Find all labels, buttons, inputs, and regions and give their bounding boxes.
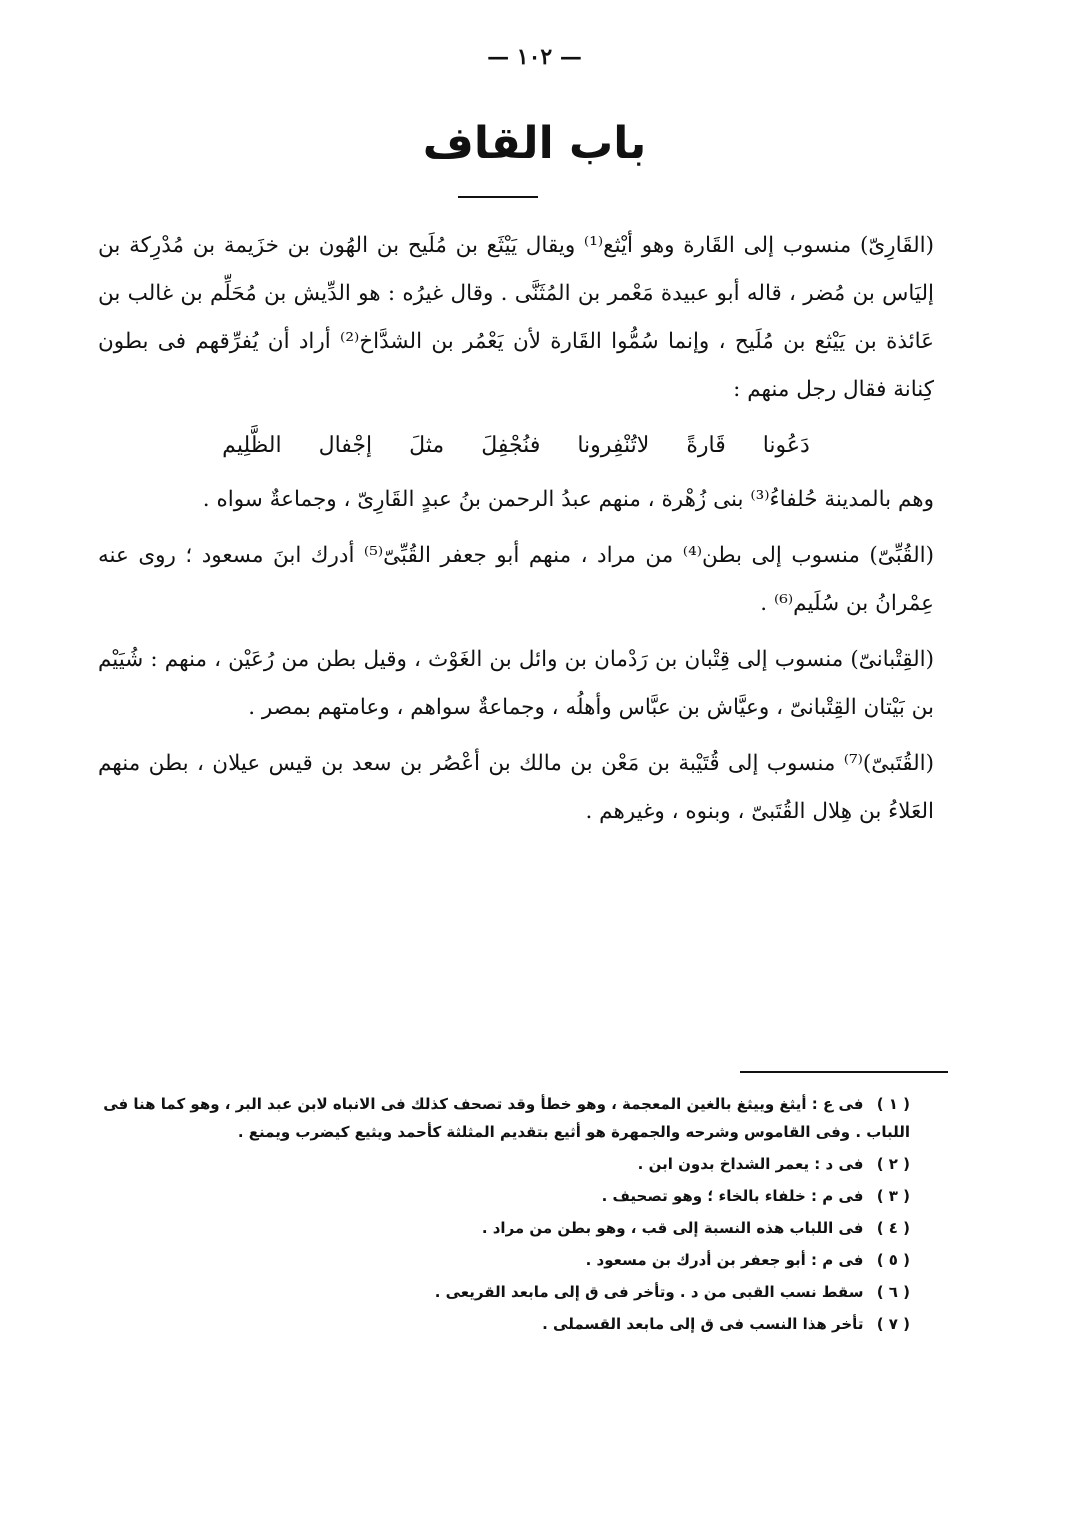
main-text <box>98 222 934 844</box>
footnote-text: فى د : يعمر الشداخ بدون ابن . <box>637 1155 864 1173</box>
footnote-text: فى ع : أيثغ وييثغ بالغين المعجمة ، وهو خطأ وقد تصحف كذلك فى الانباه لابن عبد البر ، وهو كما هنا فى اللباب . وفى القاموس وشرحه والجمهرة هو أثيع بتقديم المثلثة كأحمد ويثيع كيضرب ويمنع . <box>103 1095 910 1141</box>
verse-line: دَعُونا قَارةً لاتُنْفِرونا فنُجْفِلَ مثلَ إجْفال الظَّلِيم <box>222 433 810 458</box>
footnote-number: ( ٦ ) <box>876 1283 910 1301</box>
footnote-number: ( ٥ ) <box>876 1251 910 1269</box>
entry-qutabi: (القُتَبىّ)⁽⁷⁾ منسوب إلى قُتَيْبة بن مَعْن بن مالك بن أعْصُر بن سعد بن قيس عيلان ، بطن منهم العَلاءُ بن هِلال القُتَبىّ ، وبنوه ، وغيرهم . <box>98 751 934 824</box>
footnote-7 <box>100 1310 910 1338</box>
footnote-number: ( ١ ) <box>876 1095 910 1113</box>
footnote-5 <box>100 1246 910 1274</box>
footnote-text: سقط نسب القبى من د . وتأخر فى ق إلى مابعد القريعى . <box>434 1283 864 1301</box>
entry-qitbani: (القِتْبانىّ) منسوب إلى قِتْبان بن رَدْمان بن وائل بن الغَوْث ، وقيل بطن من رُعَيْن ، منهم : شُيَيْم بن بَيْتان القِتْبانىّ ، وعيَّاش بن عبَّاس وأهلُه ، وجماعةٌ سواهم ، وعامتهم بمصر . <box>98 647 934 720</box>
title-divider <box>458 196 538 198</box>
footnote-number: ( ٢ ) <box>876 1155 910 1173</box>
page-number: — ١٠٢ — <box>487 44 582 70</box>
footnotes <box>100 1090 910 1342</box>
footnote-number: ( ٧ ) <box>876 1315 910 1333</box>
entry-qubbi: (القُبِّىّ) منسوب إلى بطن⁽⁴⁾ من مراد ، منهم أبو جعفر القُبِّىّ⁽⁵⁾ أدرك ابنَ مسعود ؛ روى عنه عِمْرانُ بن سُلَيم⁽⁶⁾ . <box>98 543 934 616</box>
footnote-4 <box>100 1214 910 1242</box>
footnote-number: ( ٤ ) <box>876 1219 910 1237</box>
footnote-2 <box>100 1150 910 1178</box>
footnote-text: فى اللباب هذه النسبة إلى قب ، وهو بطن من مراد . <box>481 1219 864 1237</box>
entry-qari-continued: وهم بالمدينة حُلفاءُ⁽³⁾ بنى زُهْرة ، منهم عبدُ الرحمن بنُ عبدٍ القَارِىّ ، وجماعةٌ سواه . <box>202 487 934 512</box>
footnote-3 <box>100 1182 910 1210</box>
footnote-1 <box>100 1090 910 1146</box>
footnote-text: فى م : أبو جعفر بن أدرك بن مسعود . <box>585 1251 864 1269</box>
chapter-title: باب القاف <box>422 118 647 169</box>
footnote-6 <box>100 1278 910 1306</box>
footnote-divider <box>740 1071 948 1073</box>
entry-qari: (القَارِىّ) منسوب إلى القَارة وهو أيْثع⁽¹⁾ ويقال يَيْثَع بن مُلَيح بن الهُون بن خزَيمة بن مُدْرِكة بن إليَاس بن مُضر ، قاله أبو عبيدة مَعْمر بن المُثَنَّى . وقال غيرُه : هو الدِّيش بن مُحَلِّم بن غالب بن عَائذة بن يَيْثع بن مُلَيح ، وإنما سُمُّوا القَارة لأن يَعْمُر بن الشدَّاخ⁽²⁾ أراد أن يُفرِّقهم فى بطون كِنانة فقال رجل منهم : <box>98 233 934 402</box>
footnote-text: فى م : خلفاء بالخاء ؛ وهو تصحيف . <box>601 1187 864 1205</box>
footnote-number: ( ٣ ) <box>876 1187 910 1205</box>
footnote-text: تأخر هذا النسب فى ق إلى مابعد القسملى . <box>542 1315 864 1333</box>
